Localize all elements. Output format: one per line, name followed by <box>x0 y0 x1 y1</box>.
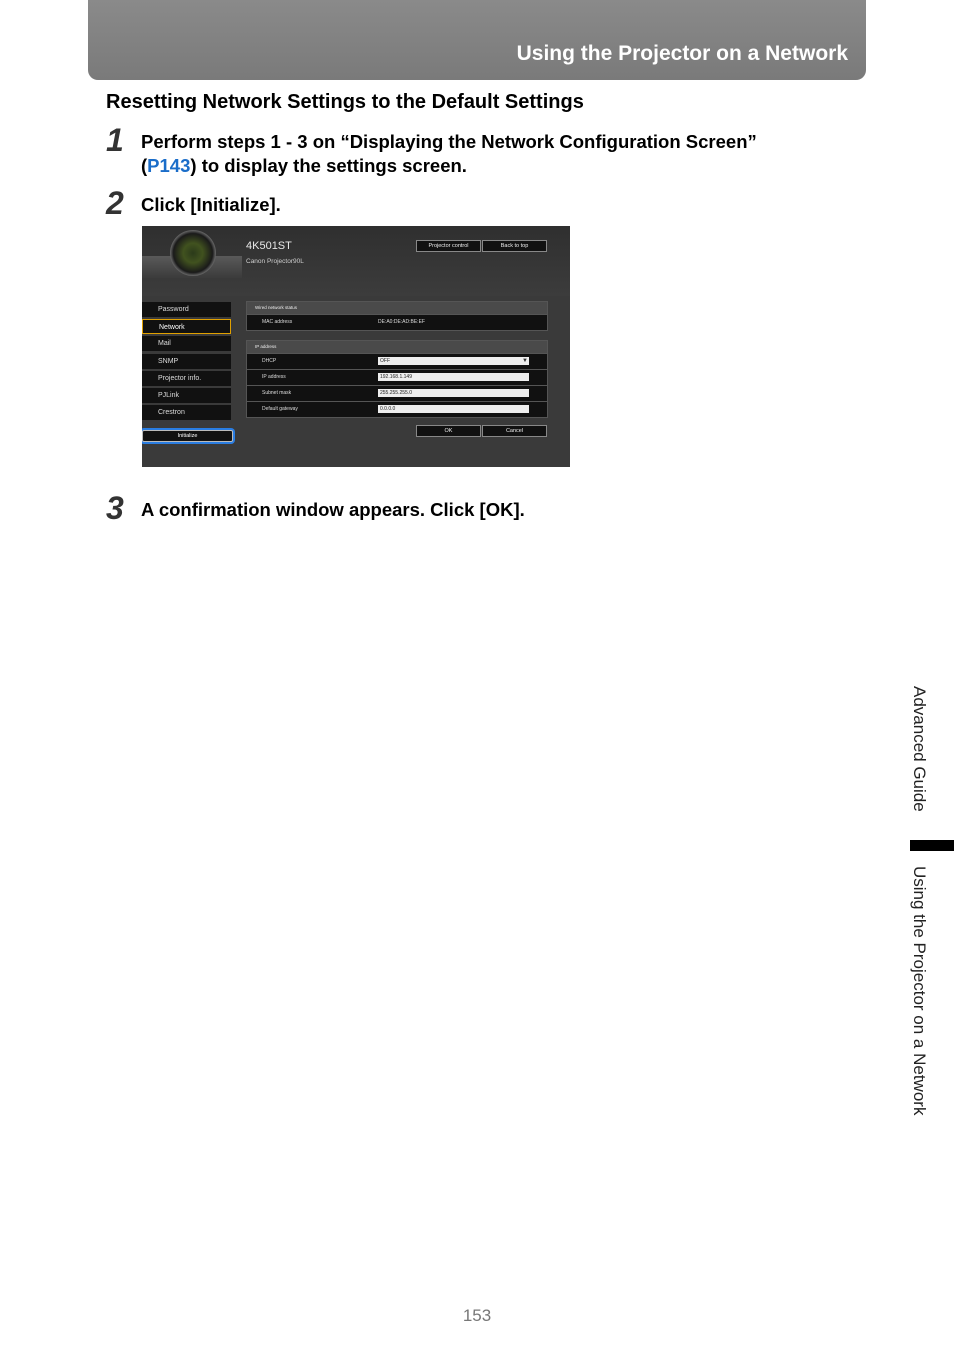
step-2-number: 2 <box>106 185 124 221</box>
menu-item-pjlink[interactable]: PJLink <box>142 388 231 403</box>
step-1-text-part: Perform steps 1 - 3 on “Displaying the Network Configuration Screen” <box>141 131 757 152</box>
ip-row <box>247 369 547 385</box>
header-title: Using the Projector on a Network <box>516 42 848 65</box>
mac-label: MAC address <box>262 319 293 325</box>
step-3-text: A confirmation window appears. Click [OK]. <box>141 499 525 520</box>
projector-lens-image <box>170 230 216 276</box>
gateway-row <box>247 401 547 417</box>
settings-screenshot <box>142 226 570 467</box>
ip-address-panel <box>246 340 548 418</box>
subnet-mask-input[interactable]: 255.255.255.0 <box>378 389 529 397</box>
menu-item-password[interactable]: Password <box>142 302 231 317</box>
dhcp-label: DHCP <box>262 358 277 364</box>
step-2-text: Click [Initialize]. <box>141 194 281 215</box>
default-gateway-input[interactable]: 0.0.0.0 <box>378 405 529 413</box>
ip-address-title: IP address <box>247 341 547 353</box>
dhcp-select[interactable] <box>378 357 529 365</box>
sidebar-tab-marker <box>910 840 954 851</box>
subnet-label: Subnet mask <box>262 390 292 396</box>
back-to-top-button[interactable]: Back to top <box>482 240 547 252</box>
model-name: 4K501ST <box>246 240 292 252</box>
subnet-row <box>247 385 547 401</box>
menu-item-projector-info[interactable]: Projector info. <box>142 371 231 386</box>
step-3-number: 3 <box>106 490 124 526</box>
product-name: Canon Projector90L <box>246 258 304 265</box>
menu-item-snmp[interactable]: SNMP <box>142 354 231 369</box>
mac-row <box>247 314 547 330</box>
menu-item-network[interactable]: Network <box>142 319 231 334</box>
step-1-text <box>141 130 757 178</box>
dhcp-row <box>247 353 547 369</box>
ip-label: IP address <box>262 374 286 380</box>
step-1-number: 1 <box>106 122 124 158</box>
section-title: Resetting Network Settings to the Default Settings <box>106 91 584 113</box>
gateway-label: Default gateway <box>262 406 298 412</box>
header-bar <box>88 0 866 80</box>
page-link-p143[interactable]: P143 <box>147 155 191 176</box>
cancel-button[interactable]: Cancel <box>482 425 547 437</box>
step-1-paren-open: ( <box>141 155 148 176</box>
projector-control-button[interactable]: Projector control <box>416 240 481 252</box>
menu-item-crestron[interactable]: Crestron <box>142 405 231 420</box>
dhcp-value: OFF <box>380 358 390 364</box>
step-1-text-tail: ) to display the settings screen. <box>190 155 467 176</box>
chevron-down-icon: ▼ <box>522 358 528 364</box>
sidebar-section-label[interactable]: Using the Projector on a Network <box>910 866 929 1116</box>
ok-button[interactable]: OK <box>416 425 481 437</box>
initialize-button[interactable]: Initialize <box>142 430 233 442</box>
ip-address-input[interactable]: 192.168.1.149 <box>378 373 529 381</box>
wired-status-panel <box>246 301 548 331</box>
menu-item-mail[interactable]: Mail <box>142 336 231 351</box>
mac-value: DE:A0:DE:AD:BE:EF <box>378 319 425 325</box>
page-number: 153 <box>462 1306 492 1325</box>
wired-status-title: Wired network status <box>247 302 547 314</box>
sidebar-advanced-guide[interactable]: Advanced Guide <box>910 686 929 812</box>
